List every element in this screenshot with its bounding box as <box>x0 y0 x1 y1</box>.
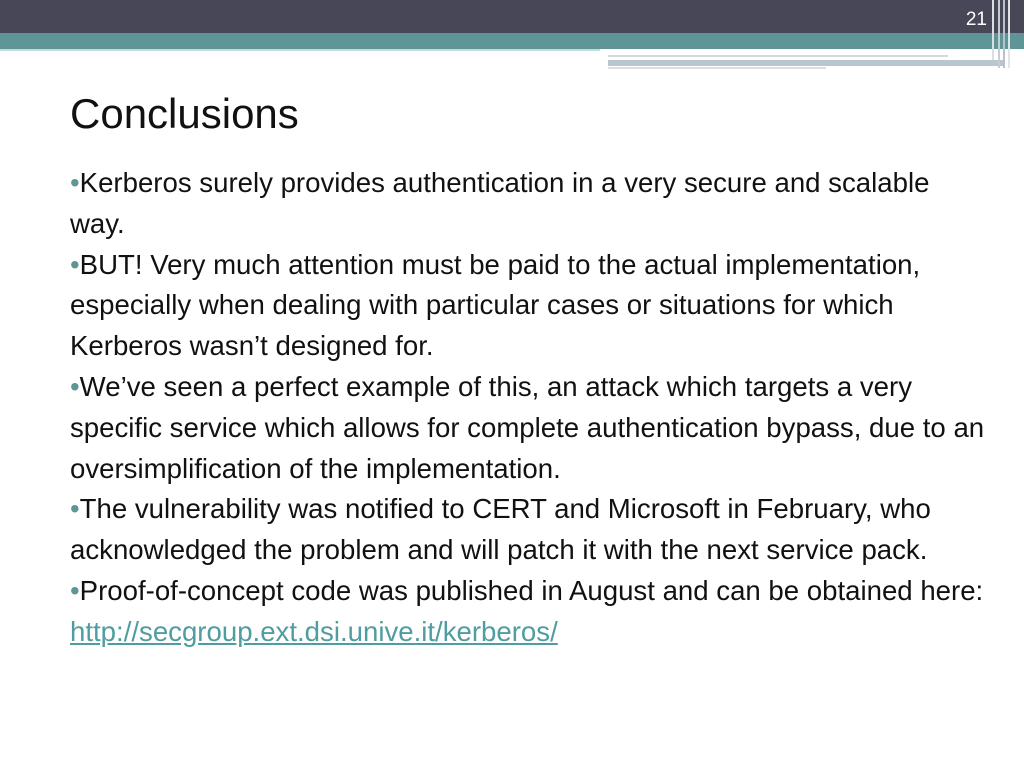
bullet-text: We’ve seen a perfect example of this, an attack which targets a very specific service which allows for complete authentication bypass, due to an oversimplification of the implementation. <box>70 370 985 484</box>
decor-vertical-bar <box>992 0 994 60</box>
bullet-text: Proof-of-concept code was published in August and can be obtained here: <box>79 574 984 606</box>
accent-stripe <box>0 49 610 51</box>
decor-vertical-bar <box>1008 0 1010 68</box>
kerberos-link[interactable]: http://secgroup.ext.dsi.unive.it/kerberos/ <box>70 615 558 647</box>
accent-band <box>0 33 1024 49</box>
bullet-text: BUT! Very much attention must be paid to the actual implementation, especially when dealing with particular cases or situations for which Kerberos wasn’t designed for. <box>70 248 921 362</box>
decor-vertical-bar <box>998 0 1000 68</box>
bullet-item <box>70 489 990 571</box>
decor-vertical-bar <box>1003 0 1005 68</box>
bullet-marker: • <box>70 493 80 525</box>
bullet-item <box>70 367 990 489</box>
bullet-marker: • <box>70 167 80 198</box>
bullet-list <box>70 163 990 653</box>
bullet-text: The vulnerability was notified to CERT and Microsoft in February, who acknowledged the problem and will patch it with the next service pack. <box>70 493 931 566</box>
decor-gap <box>600 49 1024 54</box>
bullet-item <box>70 571 990 653</box>
decor-line <box>608 60 1003 66</box>
bullet-marker: • <box>70 574 80 606</box>
decor-line <box>608 55 948 57</box>
bullet-item <box>70 163 990 245</box>
bullet-item <box>70 245 990 367</box>
header-band <box>0 0 1024 33</box>
slide-title: Conclusions <box>70 90 299 137</box>
slide-number: 21 <box>965 9 987 30</box>
bullet-marker: • <box>70 248 80 280</box>
bullet-marker: • <box>70 370 80 402</box>
decor-line <box>608 67 826 69</box>
bullet-text: Kerberos surely provides authentication in a very secure and scalable way. <box>70 167 930 239</box>
